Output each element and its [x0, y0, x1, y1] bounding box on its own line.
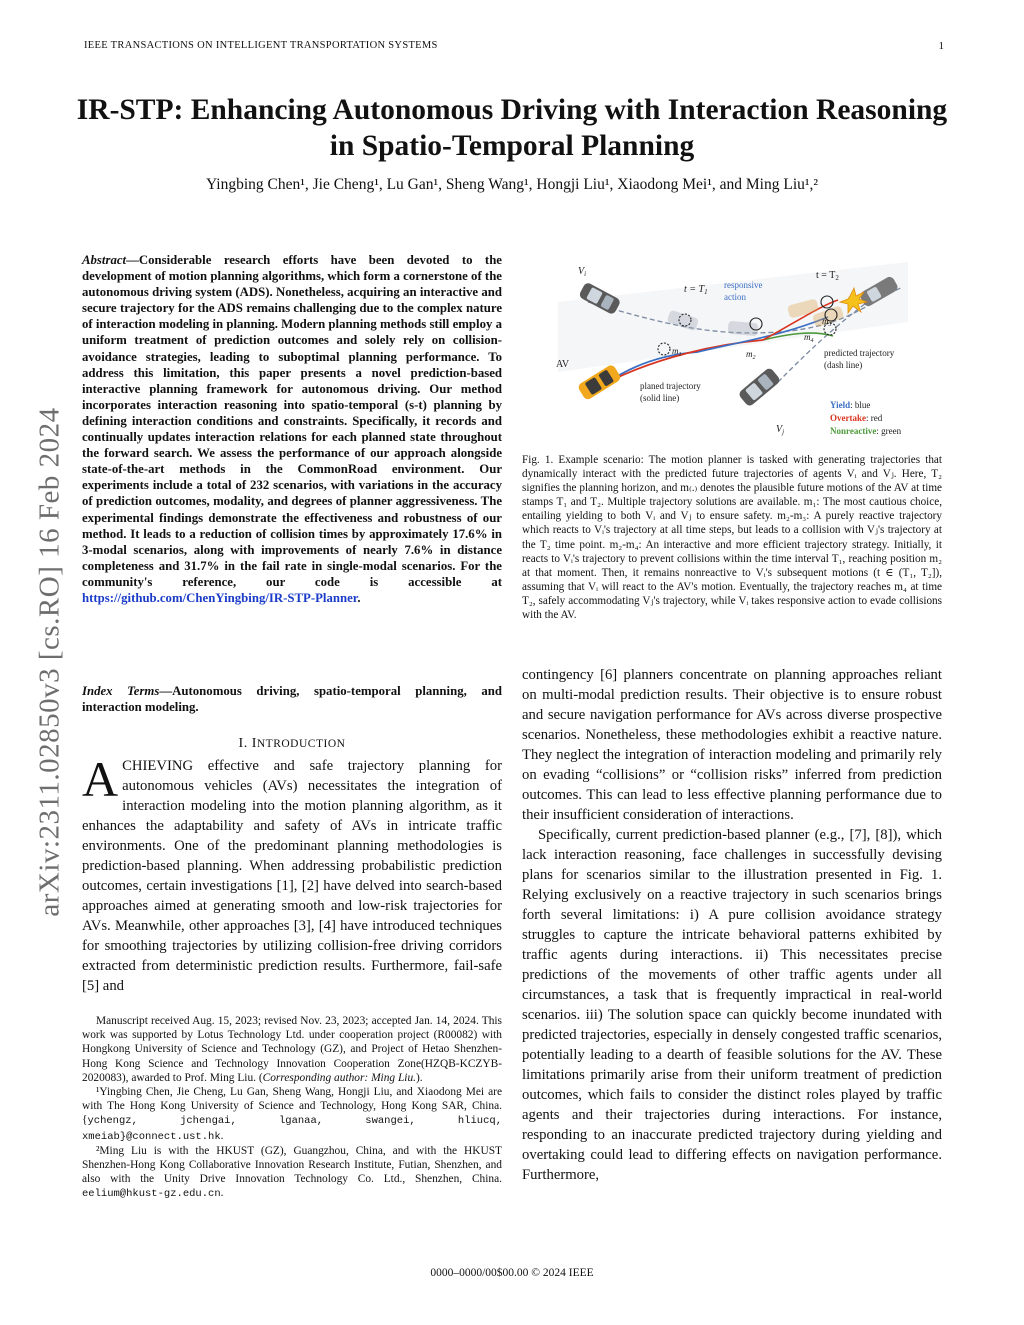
legend-yield: Yield: blue: [830, 400, 871, 410]
author-list: Yingbing Chen¹, Jie Cheng¹, Lu Gan¹, Sheng Wang¹, Hongji Liu¹, Xiaodong Mei¹, and Ming Liu¹,²: [205, 176, 819, 193]
legend-overtake: Overtake: red: [830, 413, 883, 423]
label-planed: planed trajectory: [640, 381, 701, 391]
label-m1: $m_1$: [672, 346, 682, 358]
index-terms: Index Terms—Autonomous driving, spatio-temporal planning, and interaction modeling.: [82, 684, 502, 714]
figure-scenario: [548, 262, 918, 444]
vehicle-av: [577, 364, 622, 402]
copyright-footer: 0000–0000/00$00.00 © 2024 IEEE: [430, 1267, 594, 1279]
label-predicted: predicted trajectory: [824, 348, 895, 358]
intro-paragraph: ACHIEVING effective and safe trajectory planning for autonomous vehicles (AVs) necessitates the integration of interaction modeling into the motion planning algorithm, as it enhances the adaptability and safety of AVs in intricate traffic environments. One of the predominant planning methodologies is prediction-based planning. When addressing probabilistic prediction outcomes, certain investigations [1], [2] have delved into search-based approaches aimed at generating smooth and low-risk trajectories for AVs. Meanwhile, other approaches [3], [4] have introduced techniques for smoothing trajectories by utilizing collision-free driving corridors extracted from deterministic prediction results. Furthermore, fail-safe [5] and: [82, 751, 502, 994]
label-m4: $m_4$: [804, 332, 814, 344]
section-heading: I. INTRODUCTION: [238, 736, 346, 751]
footnote-manuscript: Manuscript received Aug. 15, 2023; revised Nov. 23, 2023; accepted Jan. 14, 2024. This work was supported by Lotus Technology Ltd. under cooperation project (R00082) with Hongkong University of Science and Technology (GZ), and Project of Hetao Shenzhen-Hong Kong Science and Technology Innovation Cooperation Zone(HZQB-KCZYB-2020083), awarded to Prof. Ming Liu. (Corresponding author: Ming Liu.).: [82, 1015, 502, 1084]
figure-caption: Fig. 1. Example scenario: The motion planner is tasked with generating trajectories that dynamically interact with the predicted future trajectories of agents Vᵢ and Vⱼ. Here, T₂ signifies the planning horizon, and m₍.₎ denotes the plausible future motions of the AV at time stamps T₁ and T₂. Multiple trajectory solutions are available. m₁: The most cautious choice, entailing yielding to both Vᵢ and Vⱼ to ensure safety. m₂-m₃: A purely reactive trajectory which reacts to Vᵢ's trajectory at all time steps, but leads to a collision with Vⱼ's trajectory at the T₂ time point. m₂-m₄: An interactive and more efficient trajectory strategy. Initially, it reacts to Vᵢ's trajectory to prevent collisions within the time interval T₁, reaching position m₂ at that moment. Then, it remains nonreactive to Vᵢ's subsequent motions (t ∈ (T₁, T₂]), assuming that Vᵢ will react to the AV's motion. Eventually, the trajectory reaches m₄ at time T₂, safely accommodating Vⱼ's trajectory, while Vᵢ takes responsive action to evade collisions with the AV.: [522, 454, 942, 622]
right-column-text: [522, 665, 942, 1185]
label-m3: $m_3$: [822, 316, 832, 328]
arxiv-identifier: arXiv:2311.02850v3 [cs.RO] 16 Feb 2024: [33, 407, 66, 917]
running-header: IEEE TRANSACTIONS ON INTELLIGENT TRANSPORTATION SYSTEMS: [84, 40, 438, 51]
label-action: action: [724, 292, 746, 302]
label-t1: $t = T_1$: [684, 284, 708, 296]
label-vj: $V_j$: [776, 424, 785, 436]
abstract: Abstract—Considerable research efforts have been devoted to the development of motion planning algorithms, which form a cornerstone of the autonomous driving system (ADS). Nonetheless, acquiring an interactive and secure trajectory for the ADS remains challenging due to the complex nature of interaction modeling in planning. Modern planning methods still employ a uniform treatment of prediction outcomes and solely rely on collision-avoidance strategies, leading to suboptimal planning performance. To address this limitation, this paper presents a novel prediction-based interactive planning framework for autonomous driving. Our method incorporates interaction reasoning into spatio-temporal (s-t) planning by defining interaction conditions and constraints. Specifically, it records and continually updates interaction relations for each planned state throughout the forward search. We assess the performance of our approach alongside state-of-the-art methods in the CommonRoad environment. Our experiments include a total of 232 scenarios, with variations in the accuracy of prediction outcomes, modality, and degrees of planner aggressiveness. The experimental findings demonstrate the effectiveness and robustness of our method. It leads to a reduction of collision times by approximately 17.6% in 3-modal scenarios, along with improvements of nearly 7.6% in distance completeness and 31.7% in the fail rate in single-modal scenarios. For the community's reference, our code is accessible at https://github.com/ChenYingbing/IR-STP-Planner.: [82, 253, 502, 605]
label-m2: $m_2$: [746, 349, 756, 361]
drop-cap: A: [82, 751, 119, 807]
label-vi: $V_i$: [578, 266, 587, 278]
label-t2: $t = T_2$: [816, 270, 839, 282]
paper-title: IR-STP: Enhancing Autonomous Driving with Interaction Reasoning in Spatio-Temporal Planning: [76, 94, 948, 162]
email-link[interactable]: eelium@hkust-gz.edu.cn: [82, 1188, 221, 1201]
footnote-affiliation-1: ¹Yingbing Chen, Jie Cheng, Lu Gan, Sheng Wang, Hongji Liu, and Xiaodong Mei are with The Hong Kong University of Science and Technology, Hong Kong SAR, China. {ychengz, jchengai, lganaa, swangei, hliucq, xmeiab}@connect.ust.hk.: [82, 1086, 502, 1143]
paragraph-contingency: contingency [6] planners concentrate on planning approaches reliant on multi-modal prediction results. Their objective is to ensure robust and secure navigation performance for AVs across diverse prospective scenarios. Nonetheless, these methodologies exhibit a reactive nature. They neglect the integration of interaction modeling and primarily rely on evading “collisions” or “collision risks” inferred from prediction outcomes. This can lead to less effective planning performance due to their insufficient consideration of interactions.: [522, 667, 942, 823]
paragraph-specifically: Specifically, current prediction-based planner (e.g., [7], [8]), which lack interaction reasoning, face challenges in successfully devising plans for scenarios similar to the illustration presented in Fig. 1. Relying exclusively on a reactive trajectory in such scenarios brings forth several limitations: i) A pure collision avoidance strategy struggles to capture the intricate behavioral patterns exhibited by traffic agents during interactions. ii) This necessitates precise predictions of the movements of other traffic agents under all circumstances, a task that is frequently impractical in real-world scenarios. iii) The solution space can quickly become inundated with predicted trajectories, especially in densely congested traffic scenarios, potentially leading to a dearth of feasible solutions for the AV. These limitations primarily arise from their uniform treatment of prediction outcomes, which fails to consider the distinct roles played by traffic agents and their trajectories during interactions. For instance, responding to an inaccurate predicted trajectory during yielding and overtaking could lead to differing effects on navigation performance. Furthermore,: [522, 827, 942, 1183]
svg-text:(solid line): (solid line): [640, 393, 680, 403]
label-av: AV: [556, 359, 570, 370]
footnotes: [82, 1014, 502, 1202]
page-number: 1: [938, 40, 944, 52]
footnote-affiliation-2: ²Ming Liu is with the HKUST (GZ), Guangzhou, China, and with the HKUST Shenzhen-Hong Kong Collaborative Innovation Research Institute, Futian, Shenzhen, and also with the Unity Drive Innovation Technology Co. Ltd., Shenzhen, China. eelium@hkust-gz.edu.cn.: [82, 1144, 502, 1201]
abstract-label: Abstract: [82, 253, 127, 267]
label-responsive: responsive: [724, 280, 763, 290]
vehicle-vj: [738, 367, 782, 408]
svg-text:(dash line): (dash line): [824, 360, 863, 370]
code-link[interactable]: https://github.com/ChenYingbing/IR-STP-Planner: [82, 590, 358, 605]
legend-nonreactive: Nonreactive: green: [830, 426, 902, 436]
